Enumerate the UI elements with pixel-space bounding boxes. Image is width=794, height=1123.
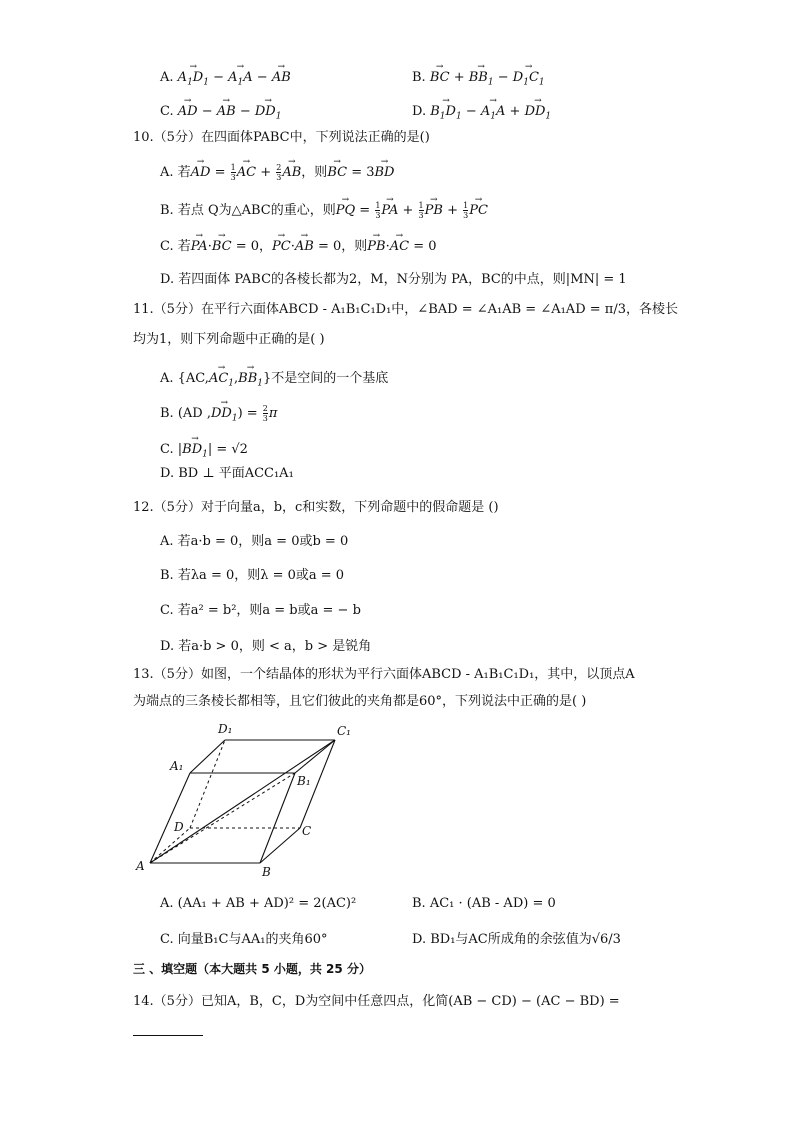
q13-option-c: C. 向量B₁C与AA₁的夹角60° bbox=[160, 932, 328, 947]
q10-option-a: A. 若→ AD = $\frac{1}{3}$ → AC + $\frac{2}{3}$ → AB，则→ BC = 3→ BD bbox=[160, 160, 394, 183]
q14-answer-blank[interactable] bbox=[133, 1034, 203, 1036]
label-A: A bbox=[136, 859, 145, 873]
label-A1: A₁ bbox=[170, 759, 184, 773]
section-title: 三 、填空题（本大题共 5 小题，共 25 分） bbox=[133, 962, 371, 976]
q9-option-c: C. → AD − → AB − → $DD_1$ bbox=[160, 99, 281, 124]
q12-stem: 12.（5分）对于向量a，b，c和实数，下列命题中的假命题是 () bbox=[133, 500, 499, 515]
q11-option-d: D. BD ⊥ 平面ACC₁A₁ bbox=[160, 466, 294, 481]
parallelepiped-figure bbox=[130, 718, 370, 883]
q12-option-d: D. 若a·b > 0，则 < a，b > 是锐角 bbox=[160, 639, 372, 654]
q13-stem-line2: 为端点的三条棱长都相等，且它们彼此的夹角都是60°，下列说法中正确的是( ) bbox=[133, 694, 587, 709]
q11-stem-line2: 均为1，则下列命题中正确的是( ) bbox=[133, 332, 325, 347]
label-B: B bbox=[262, 865, 271, 879]
q10-option-d: D. 若四面体 PABC的各棱长都为2，M，N分别为 PA，BC的中点，则|MN| = 1 bbox=[160, 272, 627, 287]
q12-option-a: A. 若a·b = 0，则a = 0或b = 0 bbox=[160, 534, 349, 549]
label-C: C bbox=[302, 824, 312, 838]
q9-option-a: A. → $A_1D_1$ − → $A_1A$ − → AB bbox=[160, 65, 291, 90]
label-C1: C₁ bbox=[337, 724, 351, 738]
q14-stem: 14.（5分）已知A，B，C，D为空间中任意四点，化简(AB − CD) − (AC − BD) = bbox=[133, 994, 620, 1009]
q10-option-c: C. 若→ PA·→ BC = 0，→ PC·→ AB = 0，则→ PB·→ AC = 0 bbox=[160, 234, 437, 257]
q11-option-a: A. $\{AC,\to AC_1,\to BB_1\}$不是空间的一个基底 bbox=[160, 366, 388, 391]
label-B1: B₁ bbox=[297, 774, 311, 788]
q13-stem-line1: 13.（5分）如图，一个结晶体的形状为平行六面体ABCD - A₁B₁C₁D₁，其中，以顶点A bbox=[133, 667, 635, 682]
q11-option-c: C. |→ $BD_1| = √2$ bbox=[160, 437, 248, 462]
label-D1: D₁ bbox=[218, 722, 233, 736]
q10-option-b: B. 若点 Q为△ABC的重心，则→ PQ = $\frac{1}{3}$ → PA + $\frac{1}{3}$ → PB + $\frac{1}{3}$ → PC bbox=[160, 198, 488, 221]
q13-option-a: A. (AA₁ + AB + AD)² = 2(AC)² bbox=[160, 896, 357, 911]
q9-option-b: B. → BC + → $BB_1$ − → $D_1C_1$ bbox=[412, 65, 545, 90]
q11-stem-line1: 11.（5分）在平行六面体ABCD - A₁B₁C₁D₁中，∠BAD = ∠A₁AB = ∠A₁AD = π/3，各棱长 bbox=[133, 302, 678, 317]
q12-option-c: C. 若a² = b²，则a = b或a = − b bbox=[160, 603, 361, 618]
q9-option-d: D. → $B_1D_1$ − → $A_1A$ + → $DD_1$ bbox=[412, 99, 551, 124]
q13-option-d: D. BD₁与AC所成角的余弦值为√6/3 bbox=[412, 932, 621, 947]
q13-option-b: B. AC₁ · (AB - AD) = 0 bbox=[412, 896, 556, 911]
q11-option-b: B. (AD ,→ $DD_1$) = $\frac{2}{3}$ π bbox=[160, 401, 277, 426]
q10-stem: 10.（5分）在四面体PABC中，下列说法正确的是() bbox=[133, 130, 430, 145]
q12-option-b: B. 若λa = 0，则λ = 0或a = 0 bbox=[160, 568, 345, 583]
label-D: D bbox=[174, 820, 184, 834]
